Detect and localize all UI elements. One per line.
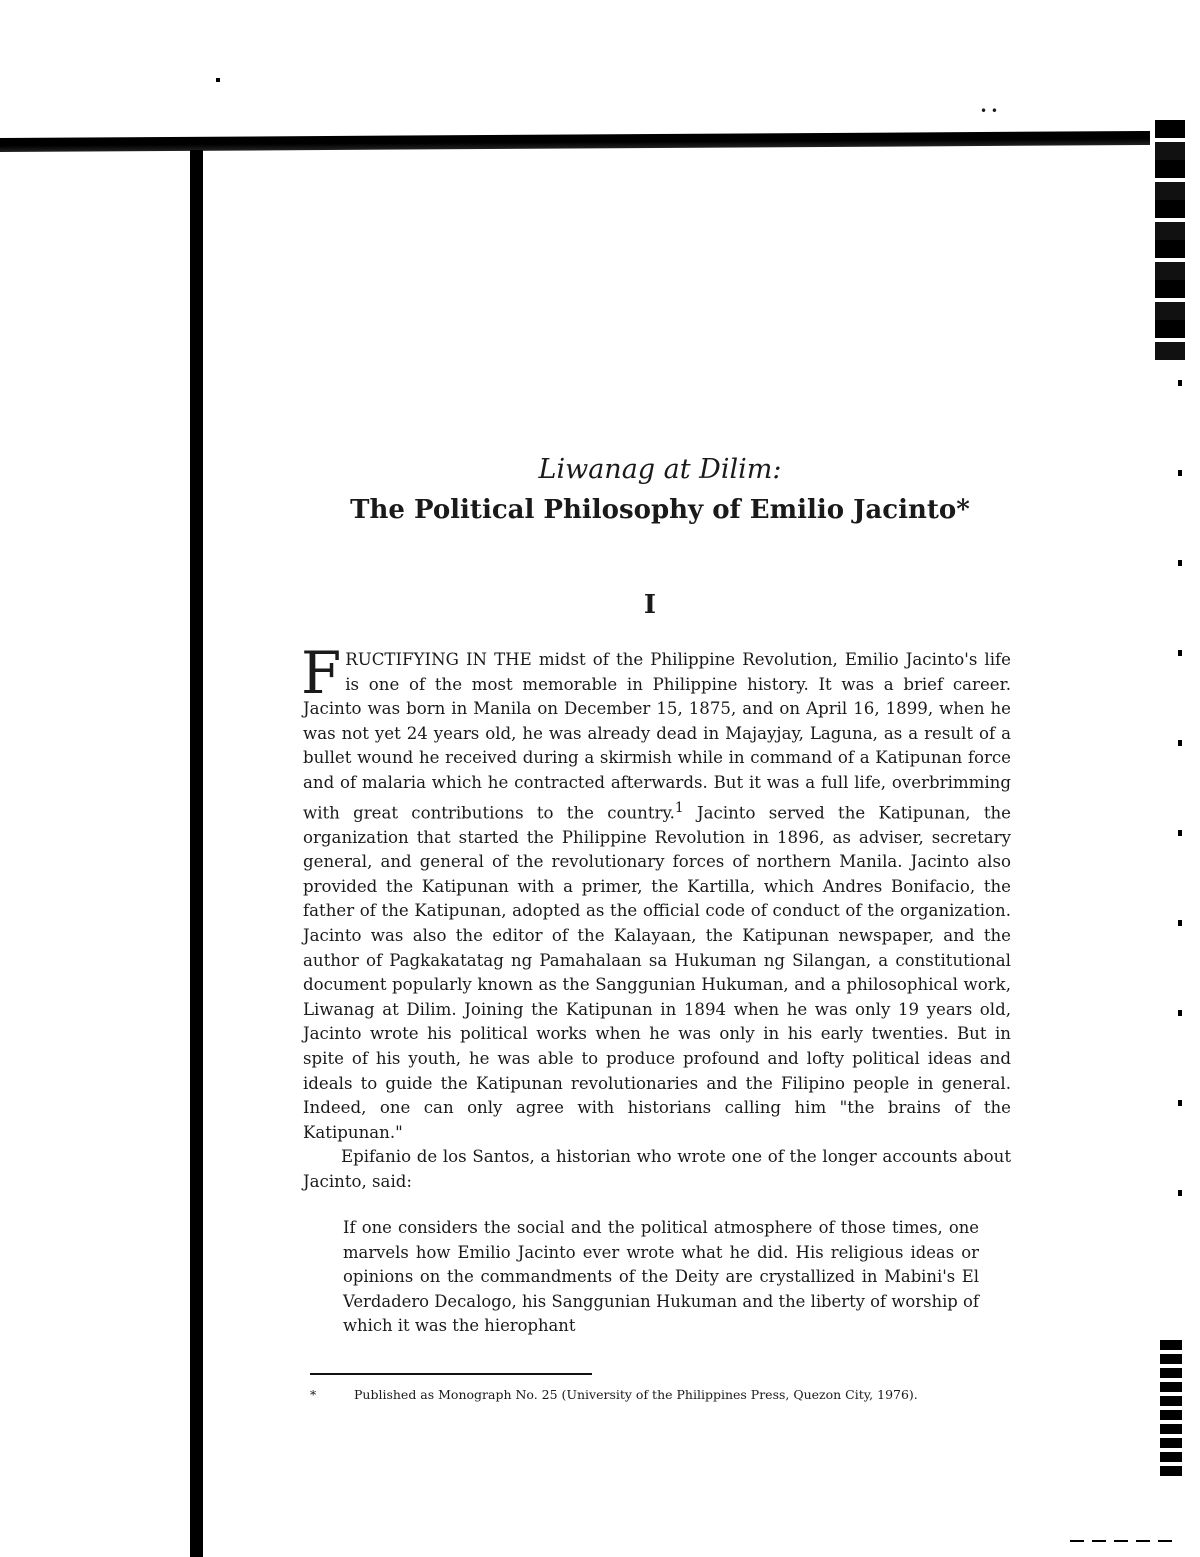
body-text bbox=[301, 639, 1011, 1195]
page-title: The Political Philosophy of Emilio Jacinto* bbox=[350, 495, 970, 525]
title-italic: Liwanag at Dilim: bbox=[538, 454, 782, 485]
footnote-mark: * bbox=[310, 1387, 317, 1402]
section-number: I bbox=[643, 590, 657, 620]
paragraph-1-text-b: Jacinto served the Katipunan, the organization that started the Philippine Revolution in 1896, as adviser, secretary general, and general of the revolutionary forces of northern Manila. Jacinto also provided the Katipunan with a primer, the Kartilla, which Andres Bonifacio, the father of the Katipunan, adopted as the official code of conduct of the organization. Jacinto was also the editor of the Kalayaan, the Katipunan newspaper, and the author of Pagkakatatag ng Pamahalaan sa Hukuman ng Silangan, a constitutional document popularly known as the Sanggunian Hukuman, and a philosophical work, Liwanag at Dilim. Joining the Katipunan in 1894 when he was only 19 years old, Jacinto wrote his political works when he was only in his early twenties. But in spite of his youth, he was able to produce profound and lofty political ideas and ideals to guide the Katipunan revolutionaries and the Filipino people in general. Indeed, one can only agree with historians calling him "the brains of the Katipunan." bbox=[303, 803, 1011, 1142]
scan-bottom-dashes bbox=[1070, 1540, 1180, 1542]
footnote-rule bbox=[310, 1373, 592, 1375]
scan-speck bbox=[216, 78, 220, 82]
title-block bbox=[200, 450, 1120, 530]
scan-edge-right-bottom bbox=[1160, 1340, 1182, 1480]
footnote bbox=[310, 1386, 1010, 1404]
paragraph-2: Epifanio de los Santos, a historian who wrote one of the longer accounts about Jacinto, said: bbox=[303, 1147, 1011, 1191]
scan-border-top bbox=[0, 131, 1150, 152]
paragraph-1-text-a: RUCTIFYING IN THE midst of the Philippine Revolution, Emilio Jacinto's life is one of the most memorable in Philippine history. It was a brief career. Jacinto was born in Manila on December 15, 1875, and on April 16, 1899, when he was not yet 24 years old, he was already dead in Majayjay, Laguna, as a result of a bullet wound he received during a skirmish while in command of a Katipunan force and of malaria which he contracted afterwards. But it was a full life, overbrimming with great contributions to the country. bbox=[303, 650, 1011, 823]
scan-border-left bbox=[190, 150, 203, 1557]
paragraph-1 bbox=[301, 639, 1011, 1145]
scan-edge-right-top bbox=[1155, 120, 1185, 360]
footnote-ref: 1 bbox=[674, 799, 684, 816]
corner-marks: • • bbox=[980, 104, 998, 118]
block-quote: If one considers the social and the political atmosphere of those times, one marvels how Emilio Jacinto ever wrote what he did. His religious ideas or opinions on the commandments of the Deity are crystallized in Mabini's El Verdadero Decalogo, his Sanggunian Hukuman and the liberty of worship of which it was the hierophant bbox=[343, 1218, 979, 1336]
footnote-text: Published as Monograph No. 25 (University of the Philippines Press, Quezon City, 1976). bbox=[354, 1387, 918, 1402]
drop-cap: F bbox=[301, 639, 342, 707]
scan-edge-right-dots bbox=[1178, 380, 1182, 1280]
